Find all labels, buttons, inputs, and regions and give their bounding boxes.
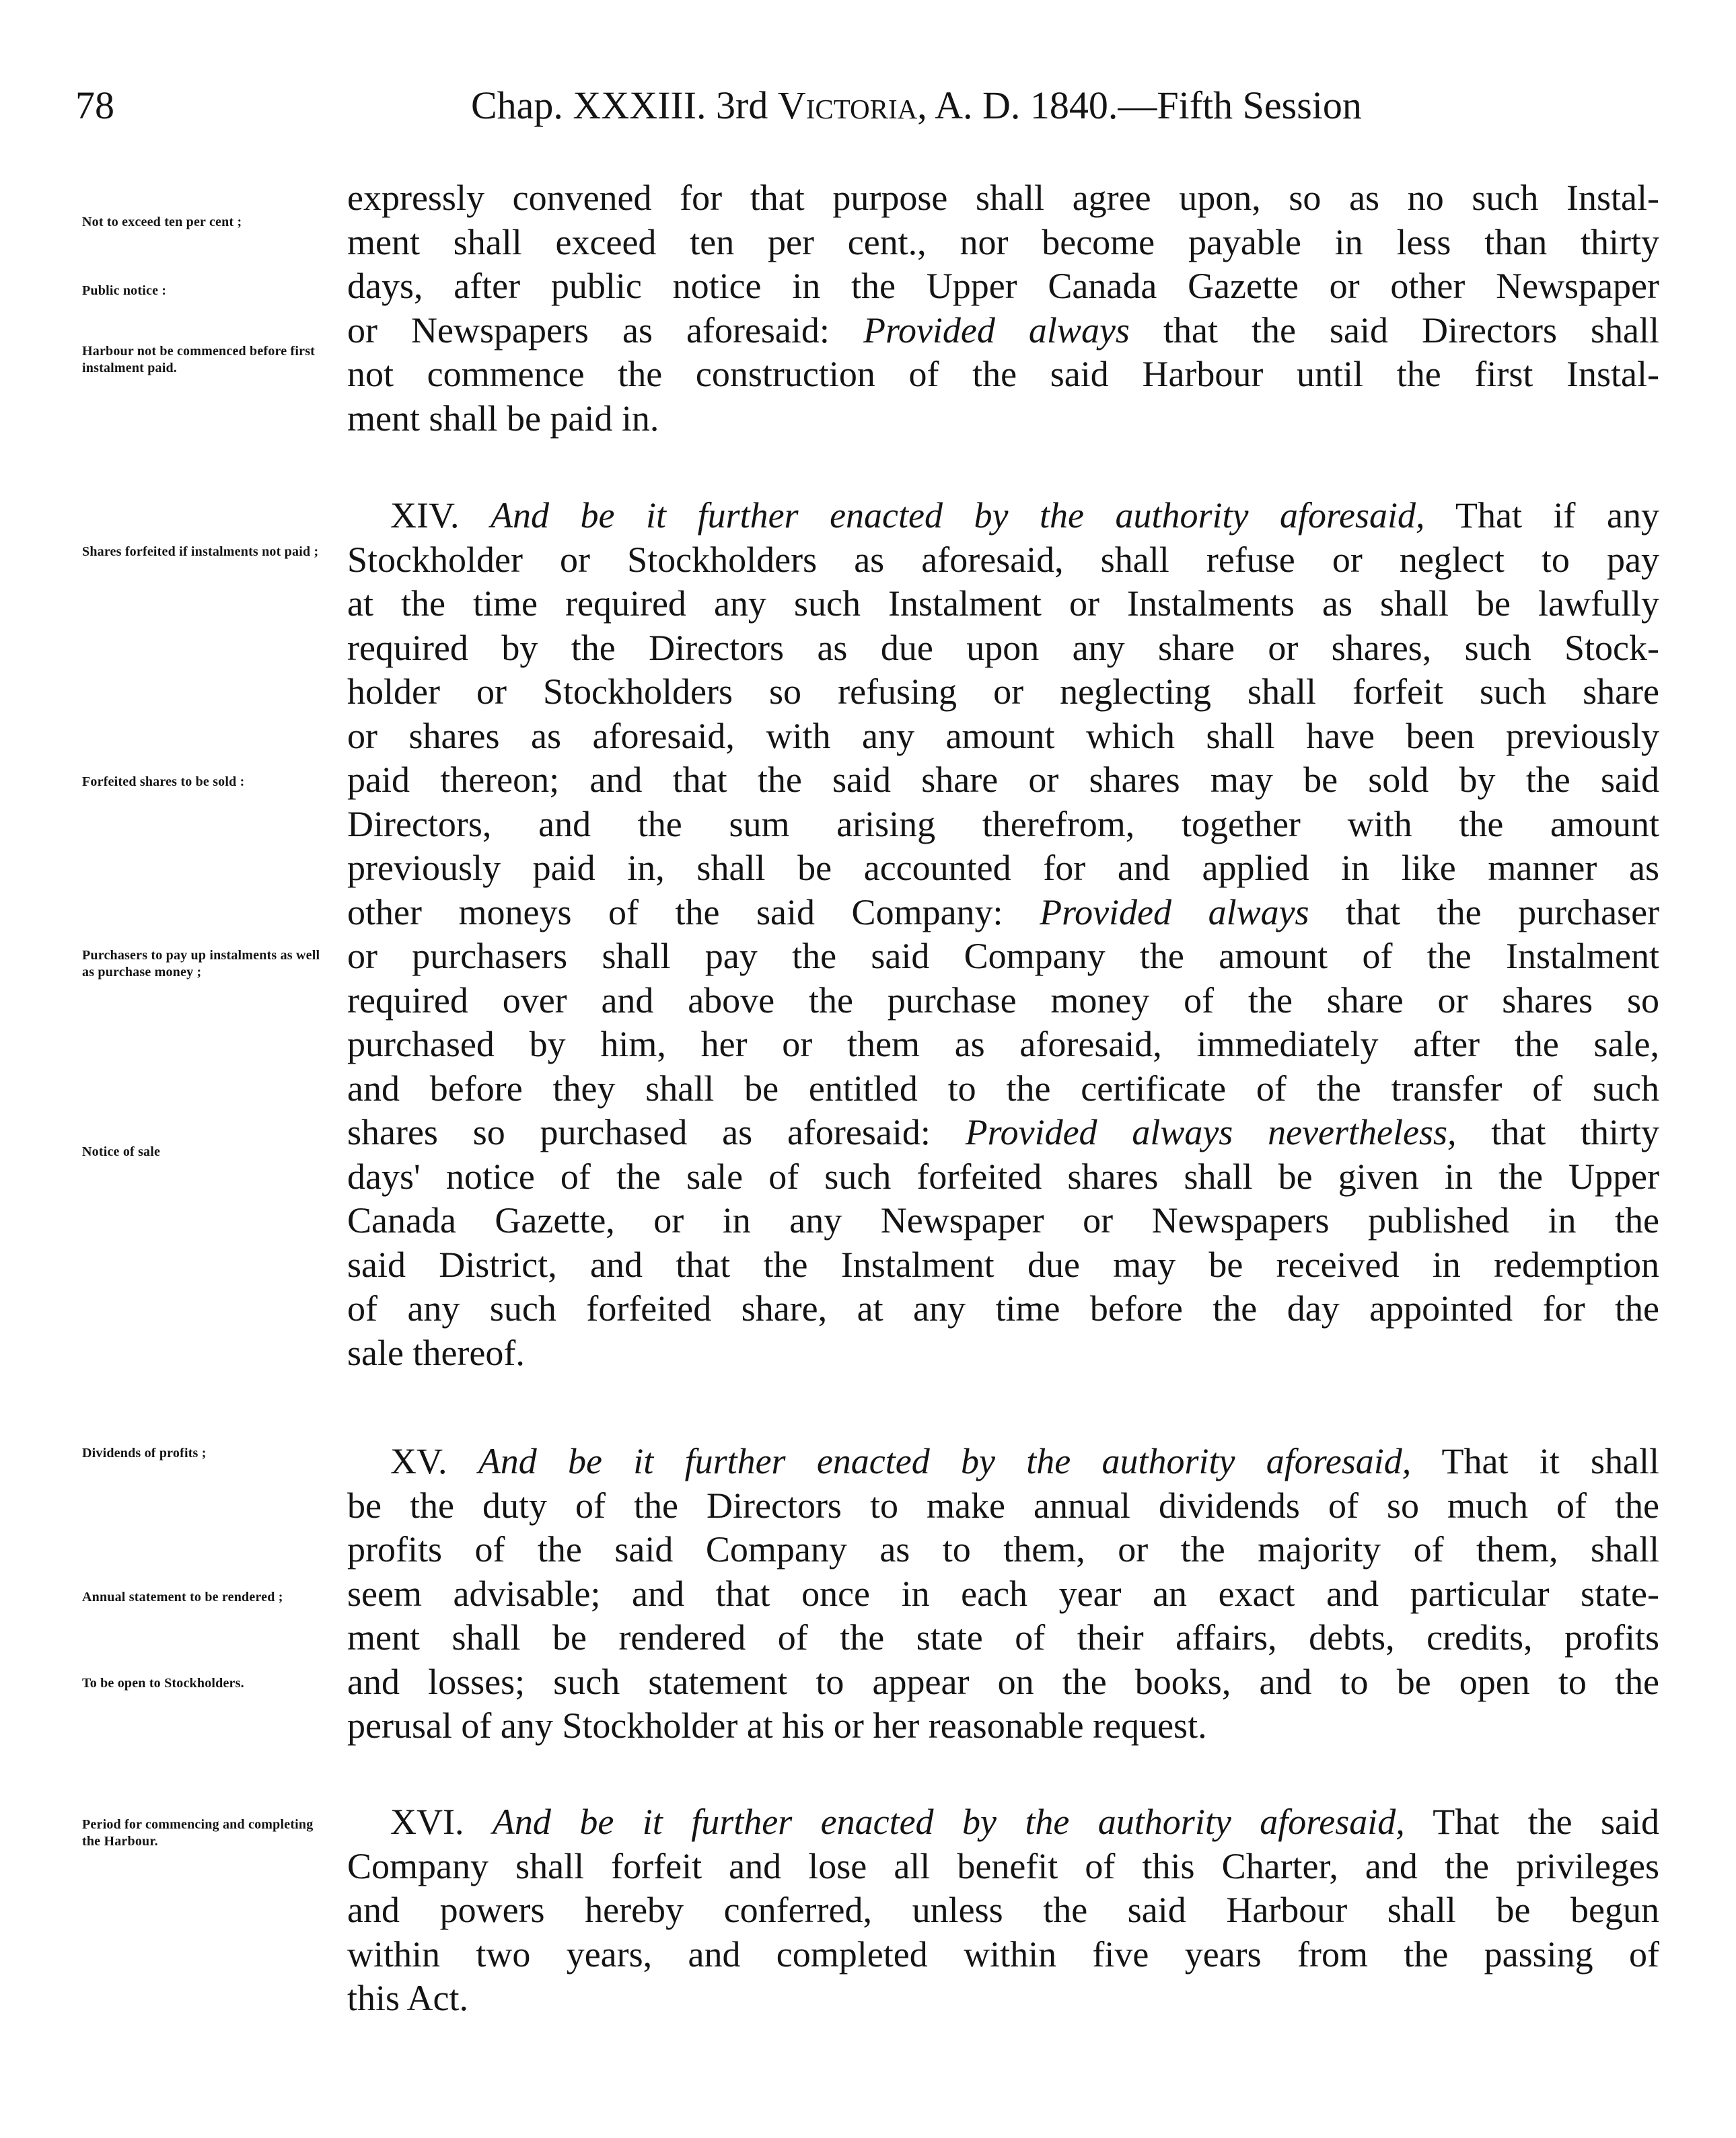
text-line [347, 1977, 1659, 2020]
line-text: that thirty [1456, 1112, 1659, 1152]
line-text: ment shall exceed ten per cent., nor become payable in less than thirty [347, 221, 1659, 262]
text-line [347, 1704, 1659, 1747]
text-line [390, 1800, 1659, 1843]
italic-phrase: Provided always nevertheless, [965, 1112, 1457, 1152]
margin-note: Public notice : [82, 283, 167, 298]
italic-phrase: Provided always [1040, 891, 1309, 932]
text-line [347, 934, 1659, 978]
text-line [347, 538, 1659, 581]
text-line [347, 1155, 1659, 1198]
text-line [347, 1067, 1659, 1110]
text-line [347, 803, 1659, 846]
line-text: seem advisable; and that once in each year an exact and particular state- [347, 1573, 1659, 1614]
text-line [347, 979, 1659, 1022]
text-line [347, 1287, 1659, 1330]
line-text: days' notice of the sale of such forfeited shares shall be given in the Upper [347, 1156, 1659, 1197]
line-text: other moneys of the said Company: [347, 891, 1040, 932]
line-text: required by the Directors as due upon any share or shares, such Stock- [347, 627, 1659, 668]
text-line [347, 670, 1659, 713]
text-line [347, 221, 1659, 264]
running-head-smallcaps: Victoria [777, 83, 918, 127]
running-head-suffix: , A. D. 1840.—Fifth Session [917, 83, 1362, 127]
line-text: and before they shall be entitled to the certificate of the transfer of such [347, 1068, 1659, 1109]
page-number: 78 [75, 83, 114, 127]
text-line [347, 1528, 1659, 1571]
line-text: required over and above the purchase money of the share or shares so [347, 980, 1659, 1021]
margin-note: Not to exceed ten per cent ; [82, 215, 242, 229]
line-text: shares so purchased as aforesaid: [347, 1112, 966, 1152]
text-line [390, 1440, 1659, 1483]
margin-note: Period for commencing and completing the Harbour. [82, 1817, 314, 1849]
running-head-prefix: Chap. XXXIII. 3rd [471, 83, 778, 127]
text-line [347, 758, 1659, 801]
text-line [347, 1023, 1659, 1066]
line-text: Company shall forfeit and lose all benefit of this Charter, and the privileges [347, 1845, 1659, 1886]
line-text: perusal of any Stockholder at his or her reasonable request. [347, 1705, 1207, 1746]
text-line [347, 1888, 1659, 1931]
text-line [347, 1111, 1659, 1154]
line-text: XVI. [390, 1802, 493, 1842]
line-text: profits of the said Company as to them, or the majority of them, shall [347, 1529, 1659, 1570]
text-line [347, 714, 1659, 758]
line-text: and powers hereby conferred, unless the said Harbour shall be begun [347, 1890, 1659, 1930]
line-text: within two years, and completed within five years from the passing of [347, 1933, 1659, 1975]
text-line [347, 264, 1659, 307]
line-text: previously paid in, shall be accounted for and applied in like manner as [347, 848, 1659, 888]
margin-note: Annual statement to be rendered ; [82, 1590, 283, 1605]
margin-note: Purchasers to pay up instalments as well as purchase money ; [82, 948, 320, 980]
line-text: expressly convened for that purpose shall agree upon, so as no such Instal- [347, 178, 1659, 218]
line-text: That it shall [1411, 1441, 1660, 1481]
italic-phrase: And be it further enacted by the authority aforesaid, [478, 1441, 1412, 1481]
text-line [347, 1199, 1659, 1242]
text-line [347, 1660, 1659, 1703]
line-text: at the time required any such Instalment or Instalments as shall be lawfully [347, 583, 1659, 624]
italic-phrase: And be it further enacted by the authority aforesaid, [492, 1802, 1405, 1842]
line-text: this Act. [347, 1978, 469, 2018]
text-line [390, 494, 1659, 537]
line-text: paid thereon; and that the said share or shares may be sold by the said [347, 760, 1659, 800]
text-line [347, 309, 1659, 352]
line-text: not commence the construction of the said Harbour until the first Instal- [347, 354, 1659, 394]
text-line [347, 1845, 1659, 1888]
text-line [347, 1616, 1659, 1659]
line-text: of any such forfeited share, at any time before the day appointed for the [347, 1288, 1659, 1329]
margin-note: Shares forfeited if instalments not paid ; [82, 544, 319, 559]
text-line [347, 582, 1659, 625]
line-text: or purchasers shall pay the said Company the amount of the Instalment [347, 936, 1659, 976]
margin-note: Notice of sale [82, 1144, 161, 1159]
text-line [347, 846, 1659, 889]
line-text: and losses; such statement to appear on the books, and to be open to the [347, 1661, 1659, 1702]
italic-phrase: Provided always [863, 309, 1130, 351]
margin-note: Dividends of profits ; [82, 1446, 207, 1461]
text-line [347, 1243, 1659, 1286]
text-line [347, 1572, 1659, 1615]
text-line [347, 1331, 1659, 1374]
text-line [347, 626, 1659, 669]
line-text: that the said Directors shall [1129, 309, 1660, 351]
line-text: ment shall be paid in. [347, 398, 659, 439]
running-head [471, 83, 1362, 127]
line-text: be the duty of the Directors to make annual dividends of so much of the [347, 1485, 1659, 1526]
line-text: or Newspapers as aforesaid: [347, 309, 863, 351]
line-text: purchased by him, her or them as aforesaid, immediately after the sale, [347, 1024, 1659, 1064]
line-text: said District, and that the Instalment due may be received in redemption [347, 1244, 1659, 1285]
text-line [347, 1484, 1659, 1527]
line-text: that the purchaser [1309, 891, 1660, 932]
line-text: holder or Stockholders so refusing or neglecting shall forfeit such share [347, 671, 1659, 712]
line-text: or shares as aforesaid, with any amount which shall have been previously [347, 715, 1659, 756]
line-text: ment shall be rendered of the state of their affairs, debts, credits, profits [347, 1617, 1659, 1658]
line-text: That if any [1424, 495, 1660, 536]
line-text: Directors, and the sum arising therefrom, together with the amount [347, 803, 1659, 844]
margin-note: Forfeited shares to be sold : [82, 774, 245, 789]
line-text: Canada Gazette, or in any Newspaper or Newspapers published in the [347, 1200, 1659, 1241]
text-line [347, 397, 1659, 440]
text-line [347, 353, 1659, 396]
line-text: days, after public notice in the Upper Canada Gazette or other Newspaper [347, 266, 1659, 306]
text-line [347, 176, 1659, 219]
text-line [347, 1933, 1659, 1976]
margin-note: Harbour not be commenced before first instalment paid. [82, 344, 316, 375]
line-text: XV. [390, 1441, 478, 1481]
margin-note: To be open to Stockholders. [82, 1676, 244, 1691]
line-text: That the said [1404, 1802, 1660, 1842]
italic-phrase: And be it further enacted by the authority aforesaid, [491, 495, 1425, 536]
text-line [347, 891, 1659, 934]
line-text: sale thereof. [347, 1332, 525, 1373]
line-text: XIV. [390, 495, 491, 536]
line-text: Stockholder or Stockholders as aforesaid, shall refuse or neglect to pay [347, 539, 1659, 580]
